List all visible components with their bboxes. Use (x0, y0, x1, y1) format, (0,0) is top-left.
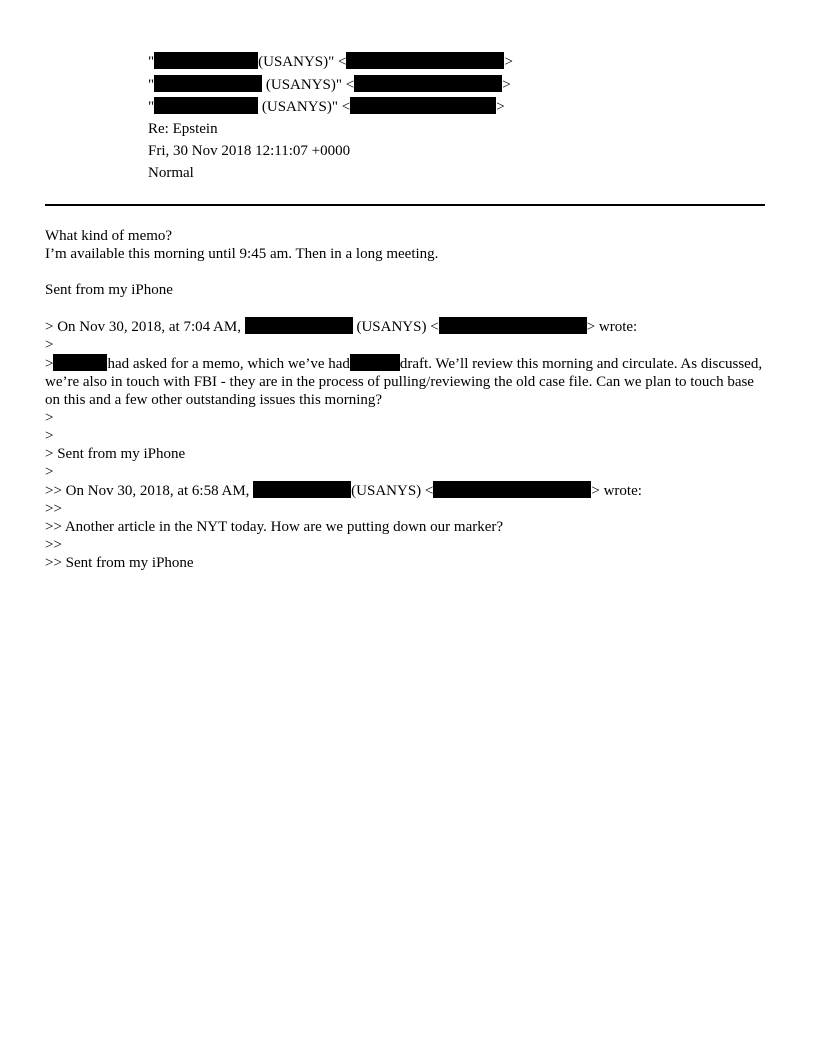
quote-header-1-pre: > On Nov 30, 2018, at 7:04 AM, (45, 319, 245, 335)
redaction-block (253, 481, 351, 498)
to-close: > (502, 77, 511, 93)
from-org: (USANYS)" < (258, 54, 347, 70)
header-divider (45, 204, 765, 206)
cc-close: > (496, 99, 505, 115)
quote-header-1-post: > wrote: (586, 319, 638, 335)
redaction-block (154, 52, 258, 69)
quote-marker-line: > (45, 337, 54, 353)
redaction-block (439, 317, 587, 334)
from-close: > (504, 54, 513, 70)
nested-quote-marker-line: >> (45, 501, 62, 517)
quote-header-2-org: (USANYS) < (351, 483, 434, 499)
signature-line: Sent from my iPhone (45, 282, 173, 298)
redaction-block (245, 317, 353, 334)
from-value (148, 51, 513, 73)
nested-quote-marker-line: >> (45, 537, 62, 553)
redaction-block (354, 75, 502, 92)
body-line: I’m available this morning until 9:45 am. Then in a long meeting. (45, 246, 439, 262)
blank-line (45, 299, 765, 317)
to-quote: " (148, 77, 155, 93)
importance-value: Normal (148, 165, 194, 181)
quote-marker-line: > (45, 410, 54, 426)
message-body (45, 227, 765, 572)
redaction-block (154, 97, 258, 114)
nested-quote-signature-line: >> Sent from my iPhone (45, 555, 194, 571)
quote-text-b: draft. We’ll review this morning and circulate. As discussed, we’re also in touch with FBI - they are in the process of pulling/reviewing the old case file. Can we plan to touch base on this and a few other outstanding issues this morning? (45, 356, 763, 408)
redaction-block (350, 354, 400, 371)
cc-org: (USANYS)" < (258, 99, 351, 115)
quote-header-2 (45, 481, 765, 500)
redaction-block (346, 52, 504, 69)
quote-header-1-org: (USANYS) < (352, 319, 439, 335)
redaction-block (154, 75, 262, 92)
quote-marker-line: > (45, 428, 54, 444)
body-line: What kind of memo? (45, 228, 173, 244)
quote-marker-line: > (45, 464, 54, 480)
to-value (148, 74, 511, 96)
from-quote: " (148, 54, 155, 70)
date-value: Fri, 30 Nov 2018 12:11:07 +0000 (148, 143, 351, 159)
cc-quote: " (148, 99, 155, 115)
quote-paragraph (45, 354, 765, 409)
quote-header-1 (45, 317, 765, 336)
cc-value (148, 96, 505, 118)
blank-line (45, 263, 765, 281)
redaction-block (433, 481, 591, 498)
quote-header-2-pre: >> On Nov 30, 2018, at 6:58 AM, (45, 483, 254, 499)
quote-text-a: had asked for a memo, which we’ve had (107, 356, 350, 372)
quote-header-2-post: > wrote: (591, 483, 642, 499)
quote-marker: > (45, 356, 54, 372)
nested-quote-line: >> Another article in the NYT today. How are we putting down our marker? (45, 519, 504, 535)
quote-signature-line: > Sent from my iPhone (45, 446, 186, 462)
redaction-block (350, 97, 496, 114)
subject-value: Re: Epstein (148, 121, 218, 137)
to-org: (USANYS)" < (262, 77, 355, 93)
redaction-block (53, 354, 107, 371)
